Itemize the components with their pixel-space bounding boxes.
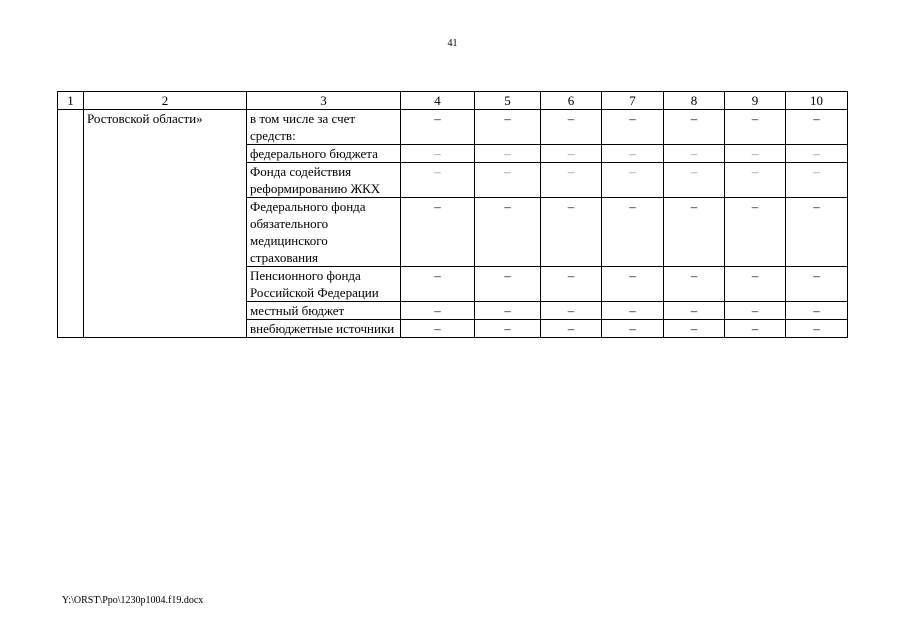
source-label: в том числе за счет средств: bbox=[247, 110, 401, 145]
value-cell: – bbox=[401, 110, 475, 145]
value-cell: – bbox=[401, 198, 475, 267]
value-cell: – bbox=[725, 198, 786, 267]
value-cell: – bbox=[786, 198, 848, 267]
value-cell: – bbox=[475, 145, 541, 163]
header-cell-2: 2 bbox=[84, 92, 247, 110]
header-cell-4: 4 bbox=[401, 92, 475, 110]
value-cell: – bbox=[725, 302, 786, 320]
value-cell: – bbox=[725, 320, 786, 338]
file-path-footer: Y:\ORST\Ppo\1230p1004.f19.docx bbox=[62, 595, 204, 606]
value-cell: – bbox=[602, 110, 664, 145]
source-label: Федерального фонда обязательного медицинского страхования bbox=[247, 198, 401, 267]
value-cell: – bbox=[664, 145, 725, 163]
value-cell: – bbox=[725, 267, 786, 302]
value-cell: – bbox=[664, 267, 725, 302]
value-cell: – bbox=[541, 320, 602, 338]
value-cell: – bbox=[401, 302, 475, 320]
header-cell-1: 1 bbox=[58, 92, 84, 110]
value-cell: – bbox=[541, 163, 602, 198]
value-cell: – bbox=[602, 163, 664, 198]
data-table bbox=[57, 91, 848, 338]
value-cell: – bbox=[541, 110, 602, 145]
source-label: Пенсионного фонда Российской Федерации bbox=[247, 267, 401, 302]
header-cell-7: 7 bbox=[602, 92, 664, 110]
value-cell: – bbox=[401, 145, 475, 163]
header-cell-9: 9 bbox=[725, 92, 786, 110]
value-cell: – bbox=[541, 198, 602, 267]
value-cell: – bbox=[725, 110, 786, 145]
value-cell: – bbox=[541, 145, 602, 163]
header-cell-6: 6 bbox=[541, 92, 602, 110]
value-cell: – bbox=[786, 267, 848, 302]
value-cell: – bbox=[475, 302, 541, 320]
value-cell: – bbox=[664, 302, 725, 320]
value-cell: – bbox=[664, 320, 725, 338]
source-label: внебюджетные источники bbox=[247, 320, 401, 338]
value-cell: – bbox=[725, 145, 786, 163]
header-cell-3: 3 bbox=[247, 92, 401, 110]
value-cell: – bbox=[401, 320, 475, 338]
source-label: Фонда содействия реформированию ЖКХ bbox=[247, 163, 401, 198]
value-cell: – bbox=[602, 320, 664, 338]
value-cell: – bbox=[664, 110, 725, 145]
value-cell: – bbox=[475, 110, 541, 145]
table-row bbox=[58, 110, 848, 145]
value-cell: – bbox=[541, 267, 602, 302]
value-cell: – bbox=[475, 163, 541, 198]
value-cell: – bbox=[602, 198, 664, 267]
value-cell: – bbox=[401, 267, 475, 302]
value-cell: – bbox=[602, 145, 664, 163]
value-cell: – bbox=[475, 198, 541, 267]
value-cell: – bbox=[786, 320, 848, 338]
value-cell: – bbox=[664, 198, 725, 267]
value-cell: – bbox=[401, 163, 475, 198]
value-cell: – bbox=[786, 110, 848, 145]
value-cell: – bbox=[475, 267, 541, 302]
page-number: 41 bbox=[447, 38, 458, 49]
value-cell: – bbox=[664, 163, 725, 198]
value-cell: – bbox=[786, 163, 848, 198]
value-cell: – bbox=[602, 302, 664, 320]
header-cell-10: 10 bbox=[786, 92, 848, 110]
value-cell: – bbox=[602, 267, 664, 302]
value-cell: – bbox=[786, 302, 848, 320]
value-cell: – bbox=[786, 145, 848, 163]
value-cell: – bbox=[725, 163, 786, 198]
header-cell-5: 5 bbox=[475, 92, 541, 110]
value-cell: – bbox=[475, 320, 541, 338]
value-cell: – bbox=[541, 302, 602, 320]
row-number-cell bbox=[58, 110, 84, 338]
header-row bbox=[58, 92, 848, 110]
source-label: федерального бюджета bbox=[247, 145, 401, 163]
header-cell-8: 8 bbox=[664, 92, 725, 110]
object-name-cell: Ростовской области» bbox=[84, 110, 247, 338]
source-label: местный бюджет bbox=[247, 302, 401, 320]
